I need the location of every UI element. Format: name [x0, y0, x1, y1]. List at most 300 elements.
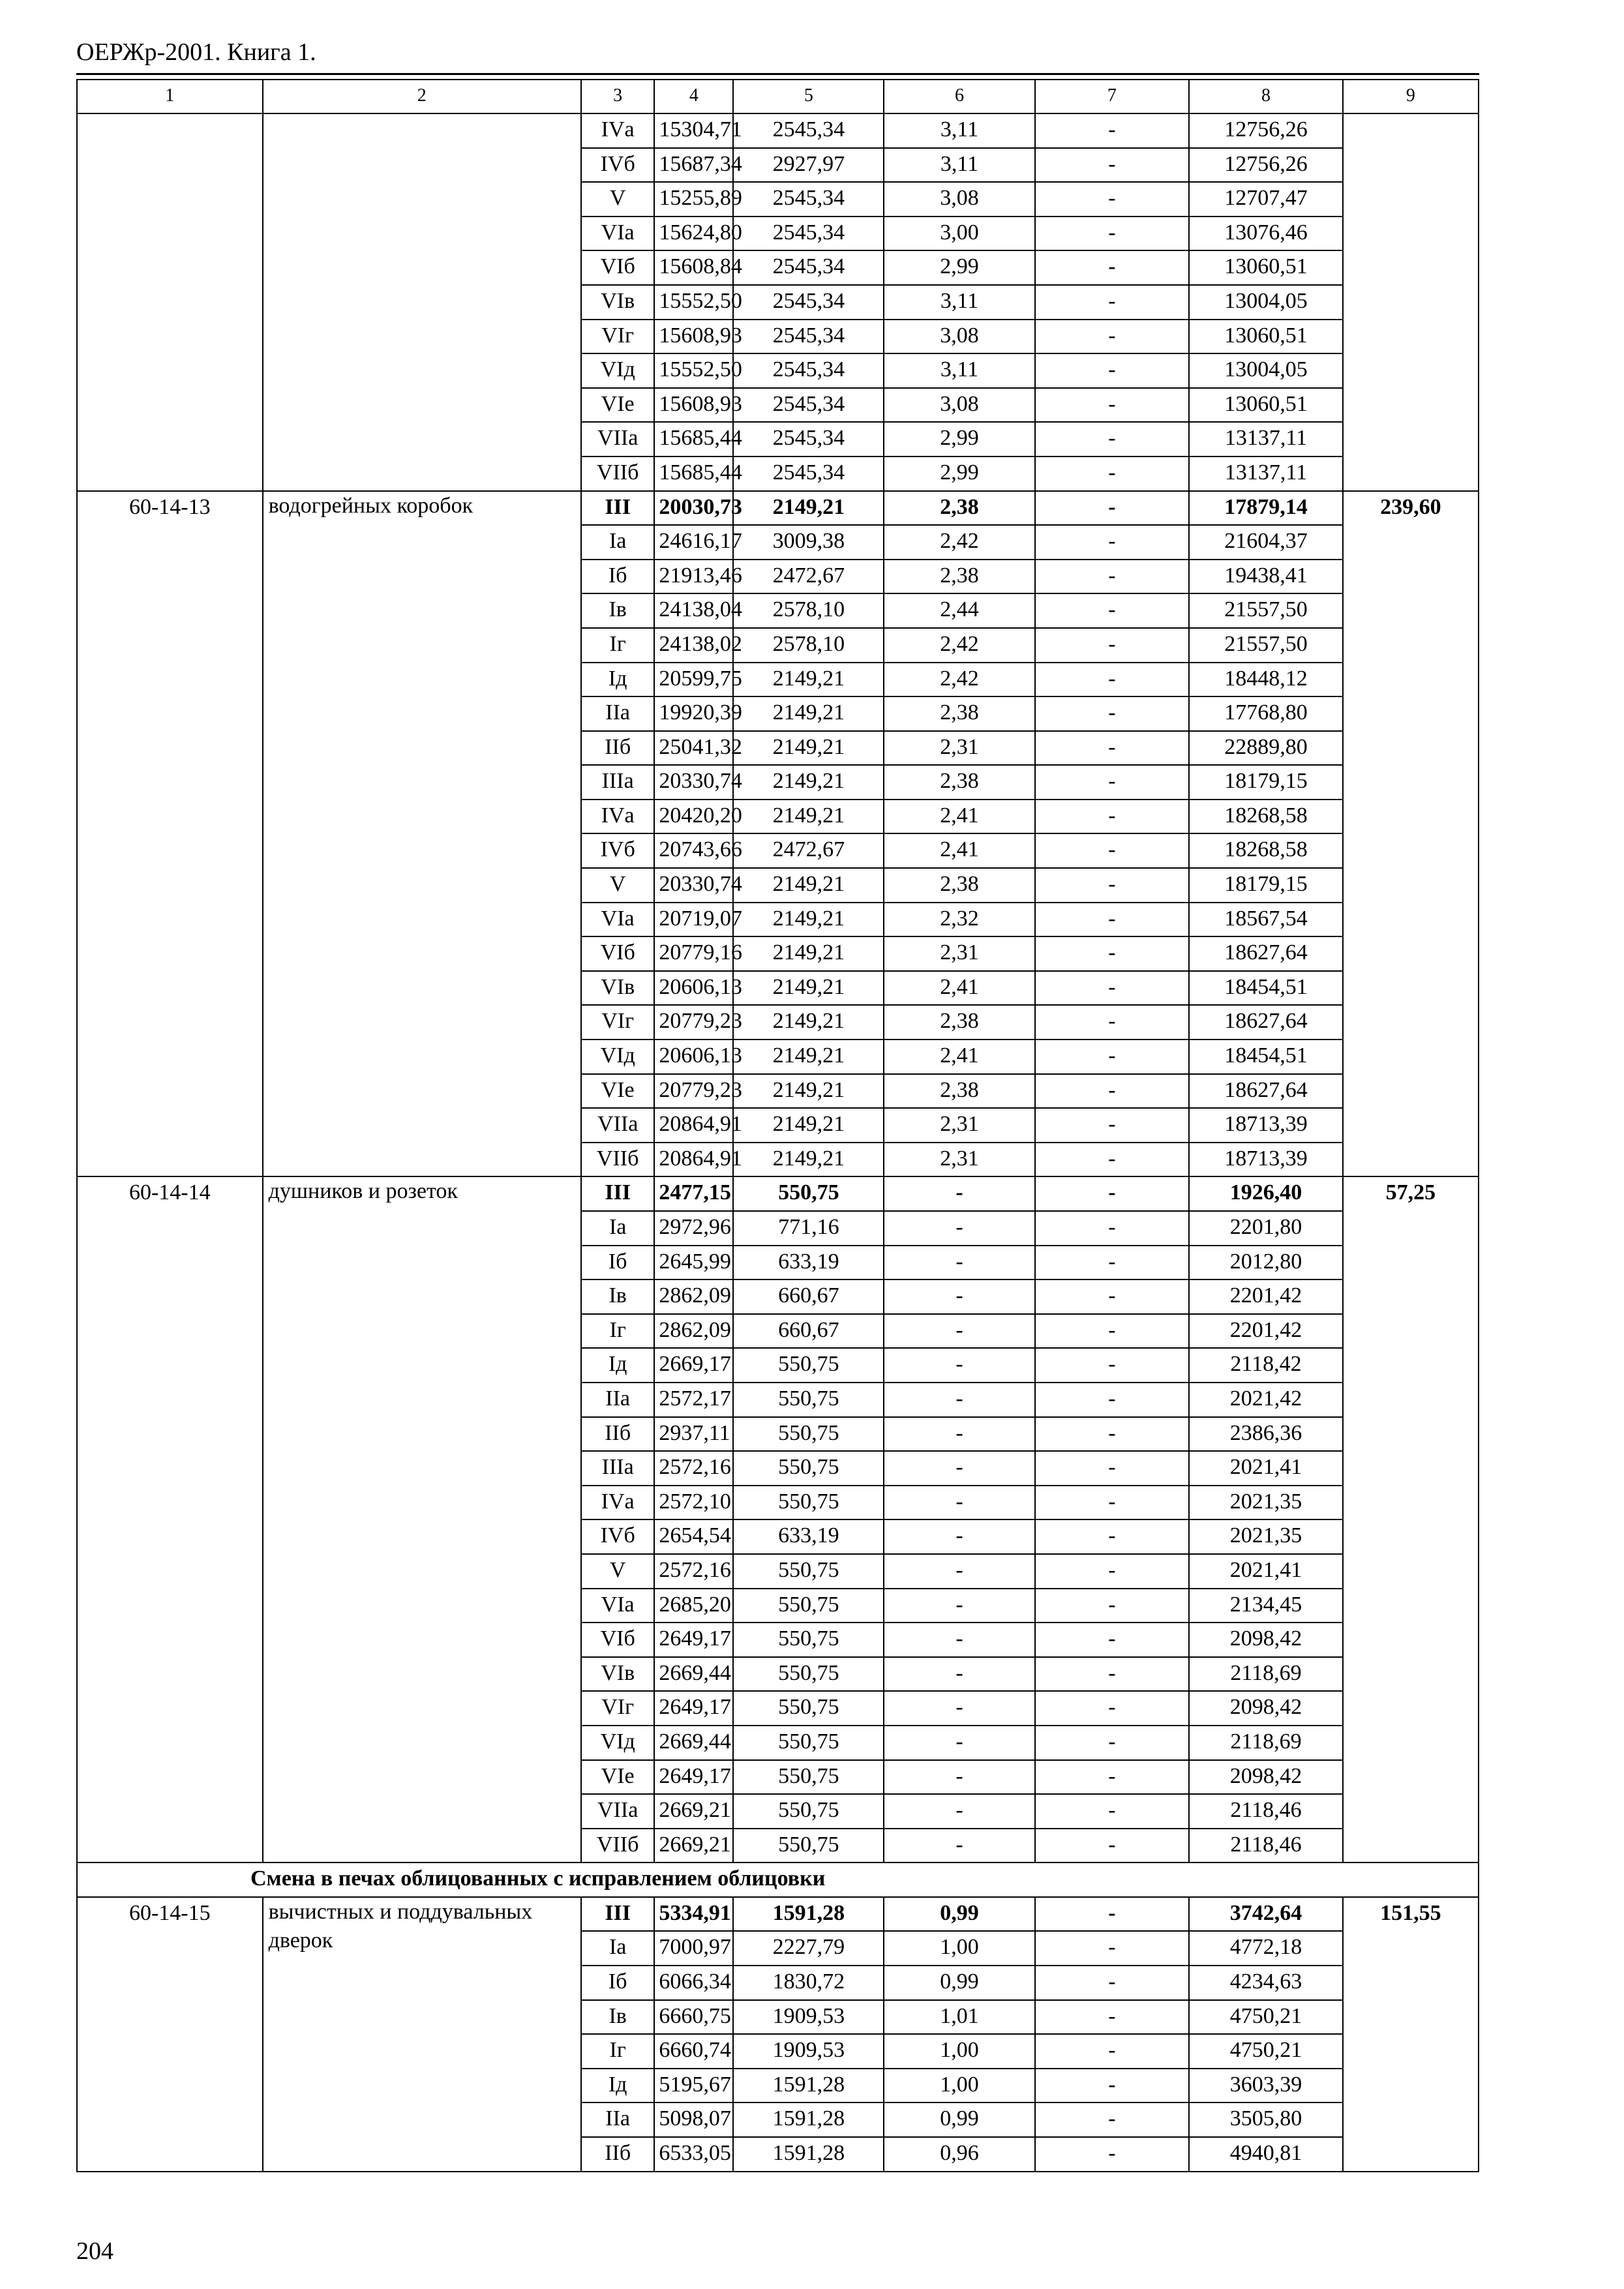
zone-cell: VIг	[581, 1691, 654, 1726]
value-cell: 2134,45	[1189, 1589, 1343, 1623]
value-cell: 2654,54	[654, 1519, 733, 1554]
value-cell: 6533,05	[654, 2137, 733, 2172]
value-cell: 2098,42	[1189, 1691, 1343, 1726]
value-cell: 633,19	[733, 1246, 884, 1280]
value-cell: -	[1035, 1589, 1190, 1623]
value-cell: 15304,71	[654, 113, 733, 148]
value-cell: 2118,69	[1189, 1657, 1343, 1692]
value-cell: -	[884, 1279, 1034, 1314]
value-cell: 2098,42	[1189, 1760, 1343, 1795]
value-cell: 2669,44	[654, 1657, 733, 1692]
value-cell: 2021,41	[1189, 1451, 1343, 1486]
value-cell: 1,01	[884, 2000, 1034, 2035]
value-cell: -	[1035, 628, 1190, 663]
value-cell: -	[1035, 353, 1190, 388]
value-cell: 7000,97	[654, 1931, 733, 1966]
zone-cell: Iд	[581, 1348, 654, 1383]
value-cell: 2149,21	[733, 765, 884, 800]
value-cell: -	[1035, 1760, 1190, 1795]
table-row	[77, 1897, 1479, 1932]
value-cell: -	[1035, 731, 1190, 766]
value-cell: 5098,07	[654, 2102, 733, 2137]
zone-cell: VIIа	[581, 1108, 654, 1143]
zone-cell: III	[581, 1176, 654, 1211]
value-cell: -	[1035, 525, 1190, 560]
value-cell: 2,38	[884, 765, 1034, 800]
labor-cost-cell: 151,55	[1343, 1897, 1479, 2172]
value-cell: 1591,28	[733, 1897, 884, 1932]
table-row	[77, 113, 1479, 148]
value-cell: 2649,17	[654, 1760, 733, 1795]
value-cell: 0,99	[884, 2102, 1034, 2137]
value-cell: 18713,39	[1189, 1108, 1343, 1143]
value-cell: 3,11	[884, 353, 1034, 388]
work-name-cell	[263, 113, 581, 491]
value-cell: -	[1035, 1726, 1190, 1760]
value-cell: 2545,34	[733, 182, 884, 217]
value-cell: 2649,17	[654, 1623, 733, 1657]
rate-code-cell: 60-14-15	[77, 1897, 263, 2172]
value-cell: 2545,34	[733, 422, 884, 456]
labor-cost-cell: 57,25	[1343, 1176, 1479, 1863]
column-number-row	[77, 80, 1479, 113]
value-cell: 2149,21	[733, 1143, 884, 1177]
table-body	[77, 80, 1479, 2172]
value-cell: 3505,80	[1189, 2102, 1343, 2137]
zone-cell: V	[581, 1554, 654, 1589]
value-cell: 20330,74	[654, 765, 733, 800]
value-cell: 12756,26	[1189, 148, 1343, 183]
value-cell: 2149,21	[733, 1074, 884, 1109]
zone-cell: VIе	[581, 1074, 654, 1109]
value-cell: 20330,74	[654, 868, 733, 903]
zone-cell: III	[581, 1897, 654, 1932]
column-number-cell: 2	[263, 80, 581, 113]
value-cell: -	[884, 1383, 1034, 1417]
value-cell: -	[1035, 1383, 1190, 1417]
value-cell: -	[1035, 113, 1190, 148]
value-cell: 2,31	[884, 731, 1034, 766]
value-cell: 2,42	[884, 525, 1034, 560]
value-cell: 2386,36	[1189, 1417, 1343, 1452]
value-cell: 25041,32	[654, 731, 733, 766]
value-cell: 24138,04	[654, 593, 733, 628]
value-cell: 2149,21	[733, 663, 884, 697]
value-cell: 17879,14	[1189, 491, 1343, 526]
work-name-cell: душников и розеток	[263, 1176, 581, 1863]
value-cell: 24138,02	[654, 628, 733, 663]
value-cell: 13060,51	[1189, 388, 1343, 423]
page-number: 204	[76, 2237, 113, 2265]
zone-cell: VIIа	[581, 422, 654, 456]
value-cell: 2572,16	[654, 1451, 733, 1486]
value-cell: 24616,17	[654, 525, 733, 560]
value-cell: 15624,80	[654, 217, 733, 251]
value-cell: -	[884, 1176, 1034, 1211]
value-cell: 3,11	[884, 148, 1034, 183]
value-cell: 2,38	[884, 560, 1034, 594]
value-cell: 18454,51	[1189, 971, 1343, 1006]
value-cell: 20599,75	[654, 663, 733, 697]
zone-cell: VIв	[581, 285, 654, 320]
value-cell: -	[1035, 285, 1190, 320]
value-cell: 2545,34	[733, 353, 884, 388]
value-cell: 2201,80	[1189, 1211, 1343, 1246]
value-cell: 18627,64	[1189, 1074, 1343, 1109]
value-cell: -	[1035, 2069, 1190, 2103]
value-cell: 2149,21	[733, 903, 884, 937]
value-cell: 21604,37	[1189, 525, 1343, 560]
column-number-cell: 7	[1035, 80, 1190, 113]
value-cell: 2,41	[884, 833, 1034, 868]
value-cell: 2545,34	[733, 113, 884, 148]
value-cell: 13137,11	[1189, 422, 1343, 456]
value-cell: 2,41	[884, 971, 1034, 1006]
zone-cell: Iг	[581, 2034, 654, 2069]
value-cell: -	[1035, 1005, 1190, 1040]
value-cell: 15608,93	[654, 320, 733, 354]
value-cell: 4234,63	[1189, 1966, 1343, 2000]
value-cell: 18179,15	[1189, 765, 1343, 800]
value-cell: -	[884, 1554, 1034, 1589]
value-cell: 2972,96	[654, 1211, 733, 1246]
zone-cell: IIб	[581, 731, 654, 766]
zone-cell: VIIб	[581, 1829, 654, 1863]
zone-cell: Iа	[581, 1211, 654, 1246]
value-cell: 15552,50	[654, 285, 733, 320]
value-cell: 5195,67	[654, 2069, 733, 2103]
header-divider	[76, 73, 1479, 75]
zone-cell: VIа	[581, 1589, 654, 1623]
zone-cell: VIв	[581, 971, 654, 1006]
value-cell: 18627,64	[1189, 936, 1343, 971]
value-cell: -	[1035, 936, 1190, 971]
value-cell: 2149,21	[733, 731, 884, 766]
value-cell: 550,75	[733, 1623, 884, 1657]
value-cell: 771,16	[733, 1211, 884, 1246]
value-cell: -	[1035, 1211, 1190, 1246]
value-cell: -	[1035, 800, 1190, 834]
value-cell: 2,38	[884, 696, 1034, 731]
zone-cell: IIа	[581, 696, 654, 731]
value-cell: 2645,99	[654, 1246, 733, 1280]
value-cell: -	[884, 1519, 1034, 1554]
value-cell: 2,38	[884, 491, 1034, 526]
zone-cell: V	[581, 182, 654, 217]
value-cell: 3603,39	[1189, 2069, 1343, 2103]
zone-cell: IIб	[581, 1417, 654, 1452]
zone-cell: Iв	[581, 2000, 654, 2035]
zone-cell: VIд	[581, 353, 654, 388]
value-cell: 20743,66	[654, 833, 733, 868]
value-cell: 3009,38	[733, 525, 884, 560]
value-cell: 22889,80	[1189, 731, 1343, 766]
zone-cell: IIа	[581, 2102, 654, 2137]
value-cell: -	[884, 1829, 1034, 1863]
labor-cost-cell: 239,60	[1343, 491, 1479, 1177]
value-cell: 2649,17	[654, 1691, 733, 1726]
value-cell: -	[1035, 148, 1190, 183]
value-cell: 2021,35	[1189, 1519, 1343, 1554]
value-cell: 12707,47	[1189, 182, 1343, 217]
value-cell: -	[1035, 1314, 1190, 1349]
value-cell: 2149,21	[733, 868, 884, 903]
value-cell: 2545,34	[733, 250, 884, 285]
value-cell: -	[1035, 593, 1190, 628]
value-cell: -	[884, 1760, 1034, 1795]
value-cell: 2098,42	[1189, 1623, 1343, 1657]
value-cell: 1591,28	[733, 2102, 884, 2137]
value-cell: 2227,79	[733, 1931, 884, 1966]
value-cell: 2,38	[884, 868, 1034, 903]
value-cell: 550,75	[733, 1794, 884, 1829]
rate-code-cell	[77, 113, 263, 491]
value-cell: -	[1035, 1966, 1190, 2000]
value-cell: 3,00	[884, 217, 1034, 251]
value-cell: 21557,50	[1189, 628, 1343, 663]
value-cell: 21913,46	[654, 560, 733, 594]
value-cell: 2201,42	[1189, 1314, 1343, 1349]
value-cell: 1909,53	[733, 2000, 884, 2035]
value-cell: 20606,13	[654, 971, 733, 1006]
value-cell: 2,99	[884, 250, 1034, 285]
value-cell: 6066,34	[654, 1966, 733, 2000]
zone-cell: Iб	[581, 560, 654, 594]
value-cell: 21557,50	[1189, 593, 1343, 628]
zone-cell: IIа	[581, 1383, 654, 1417]
value-cell: 1926,40	[1189, 1176, 1343, 1211]
zone-cell: VIа	[581, 217, 654, 251]
value-cell: 2,41	[884, 800, 1034, 834]
work-name-cell: вычистных и поддувальных дверок	[263, 1897, 581, 2172]
value-cell: -	[884, 1348, 1034, 1383]
value-cell: 15685,44	[654, 422, 733, 456]
value-cell: 2118,46	[1189, 1794, 1343, 1829]
value-cell: 13060,51	[1189, 320, 1343, 354]
value-cell: -	[884, 1691, 1034, 1726]
zone-cell: IVа	[581, 800, 654, 834]
value-cell: -	[884, 1486, 1034, 1520]
zone-cell: Iб	[581, 1966, 654, 2000]
value-cell: 2149,21	[733, 1108, 884, 1143]
value-cell: 2118,42	[1189, 1348, 1343, 1383]
value-cell: 3,08	[884, 182, 1034, 217]
value-cell: -	[884, 1794, 1034, 1829]
value-cell: 15608,93	[654, 388, 733, 423]
value-cell: 2472,67	[733, 560, 884, 594]
value-cell: 2572,16	[654, 1554, 733, 1589]
value-cell: -	[1035, 320, 1190, 354]
zone-cell: Iд	[581, 2069, 654, 2103]
zone-cell: IIб	[581, 2137, 654, 2172]
value-cell: 1591,28	[733, 2137, 884, 2172]
value-cell: -	[1035, 1451, 1190, 1486]
value-cell: 2012,80	[1189, 1246, 1343, 1280]
zone-cell: III	[581, 491, 654, 526]
value-cell: -	[1035, 1794, 1190, 1829]
value-cell: 2669,44	[654, 1726, 733, 1760]
column-number-cell: 1	[77, 80, 263, 113]
value-cell: -	[884, 1726, 1034, 1760]
zone-cell: VIд	[581, 1726, 654, 1760]
zone-cell: IVа	[581, 1486, 654, 1520]
value-cell: -	[1035, 1657, 1190, 1692]
zone-cell: Iв	[581, 1279, 654, 1314]
value-cell: -	[1035, 1176, 1190, 1211]
value-cell: -	[1035, 2102, 1190, 2137]
value-cell: 15608,84	[654, 250, 733, 285]
value-cell: 17768,80	[1189, 696, 1343, 731]
value-cell: -	[1035, 1897, 1190, 1932]
value-cell: 2118,46	[1189, 1829, 1343, 1863]
value-cell: 2545,34	[733, 217, 884, 251]
value-cell: 2862,09	[654, 1279, 733, 1314]
work-name-cell: водогрейных коробок	[263, 491, 581, 1177]
zone-cell: IIIа	[581, 765, 654, 800]
value-cell: 13137,11	[1189, 456, 1343, 491]
value-cell: 18627,64	[1189, 1005, 1343, 1040]
value-cell: 4750,21	[1189, 2000, 1343, 2035]
value-cell: 3,08	[884, 320, 1034, 354]
value-cell: 2669,17	[654, 1348, 733, 1383]
value-cell: -	[1035, 1623, 1190, 1657]
table-row	[77, 1176, 1479, 1211]
value-cell: 2149,21	[733, 696, 884, 731]
rate-code-cell: 60-14-13	[77, 491, 263, 1177]
value-cell: 13004,05	[1189, 353, 1343, 388]
value-cell: -	[1035, 765, 1190, 800]
value-cell: 550,75	[733, 1657, 884, 1692]
value-cell: 20779,16	[654, 936, 733, 971]
value-cell: 2669,21	[654, 1829, 733, 1863]
value-cell: 633,19	[733, 1519, 884, 1554]
value-cell: -	[1035, 422, 1190, 456]
value-cell: 2572,10	[654, 1486, 733, 1520]
value-cell: 550,75	[733, 1691, 884, 1726]
zone-cell: Iг	[581, 1314, 654, 1349]
value-cell: 20606,13	[654, 1040, 733, 1074]
value-cell: -	[1035, 663, 1190, 697]
value-cell: -	[1035, 1931, 1190, 1966]
value-cell: 13076,46	[1189, 217, 1343, 251]
value-cell: 2149,21	[733, 491, 884, 526]
value-cell: 2578,10	[733, 628, 884, 663]
value-cell: 18448,12	[1189, 663, 1343, 697]
value-cell: -	[1035, 1348, 1190, 1383]
column-number-cell: 6	[884, 80, 1034, 113]
value-cell: 13060,51	[1189, 250, 1343, 285]
value-cell: 4940,81	[1189, 2137, 1343, 2172]
value-cell: 3,11	[884, 113, 1034, 148]
value-cell: 1591,28	[733, 2069, 884, 2103]
section-heading-row	[77, 1863, 1479, 1897]
value-cell: 2477,15	[654, 1176, 733, 1211]
value-cell: 2,31	[884, 1143, 1034, 1177]
value-cell: 2,99	[884, 456, 1034, 491]
zone-cell: IVб	[581, 148, 654, 183]
value-cell: 1909,53	[733, 2034, 884, 2069]
value-cell: -	[1035, 456, 1190, 491]
value-cell: 20864,91	[654, 1108, 733, 1143]
value-cell: -	[884, 1451, 1034, 1486]
zone-cell: VIе	[581, 1760, 654, 1795]
value-cell: -	[1035, 2000, 1190, 2035]
value-cell: 2021,41	[1189, 1554, 1343, 1589]
value-cell: 13004,05	[1189, 285, 1343, 320]
value-cell: -	[1035, 250, 1190, 285]
value-cell: 18179,15	[1189, 868, 1343, 903]
value-cell: 550,75	[733, 1383, 884, 1417]
value-cell: 2201,42	[1189, 1279, 1343, 1314]
value-cell: 2149,21	[733, 1005, 884, 1040]
value-cell: 660,67	[733, 1314, 884, 1349]
column-number-cell: 5	[733, 80, 884, 113]
value-cell: 2,38	[884, 1074, 1034, 1109]
value-cell: 2021,35	[1189, 1486, 1343, 1520]
value-cell: 550,75	[733, 1554, 884, 1589]
value-cell: 20779,23	[654, 1005, 733, 1040]
zone-cell: Iв	[581, 593, 654, 628]
value-cell: 5334,91	[654, 1897, 733, 1932]
zone-cell: V	[581, 868, 654, 903]
value-cell: 2545,34	[733, 388, 884, 423]
value-cell: 550,75	[733, 1589, 884, 1623]
zone-cell: IVб	[581, 833, 654, 868]
value-cell: 2,42	[884, 628, 1034, 663]
value-cell: 2,32	[884, 903, 1034, 937]
value-cell: 550,75	[733, 1760, 884, 1795]
value-cell: 2937,11	[654, 1417, 733, 1452]
zone-cell: Iа	[581, 1931, 654, 1966]
column-number-cell: 8	[1189, 80, 1343, 113]
zone-cell: Iд	[581, 663, 654, 697]
column-number-cell: 4	[654, 80, 733, 113]
column-number-cell: 3	[581, 80, 654, 113]
zone-cell: VIг	[581, 320, 654, 354]
value-cell: 2472,67	[733, 833, 884, 868]
zone-cell: IVб	[581, 1519, 654, 1554]
zone-cell: IVа	[581, 113, 654, 148]
value-cell: 15687,34	[654, 148, 733, 183]
value-cell: 2578,10	[733, 593, 884, 628]
value-cell: -	[1035, 1143, 1190, 1177]
value-cell: -	[884, 1314, 1034, 1349]
section-heading: Смена в печах облицованных с исправлением облицовки	[77, 1863, 1479, 1897]
value-cell: -	[1035, 1486, 1190, 1520]
zone-cell: VIб	[581, 1623, 654, 1657]
value-cell: 2,31	[884, 936, 1034, 971]
value-cell: 2,99	[884, 422, 1034, 456]
value-cell: -	[884, 1657, 1034, 1692]
value-cell: 2,38	[884, 1005, 1034, 1040]
value-cell: -	[884, 1246, 1034, 1280]
document-header-title: ОЕРЖр-2001. Книга 1.	[76, 38, 316, 66]
value-cell: 550,75	[733, 1348, 884, 1383]
value-cell: 20420,20	[654, 800, 733, 834]
value-cell: 2927,97	[733, 148, 884, 183]
zone-cell: VIв	[581, 1657, 654, 1692]
value-cell: 2572,17	[654, 1383, 733, 1417]
zone-cell: VIIб	[581, 456, 654, 491]
value-cell: -	[1035, 1417, 1190, 1452]
value-cell: -	[1035, 1691, 1190, 1726]
value-cell: 20779,23	[654, 1074, 733, 1109]
value-cell: 4750,21	[1189, 2034, 1343, 2069]
value-cell: 2149,21	[733, 936, 884, 971]
value-cell: 2118,69	[1189, 1726, 1343, 1760]
value-cell: 18454,51	[1189, 1040, 1343, 1074]
value-cell: 15255,89	[654, 182, 733, 217]
